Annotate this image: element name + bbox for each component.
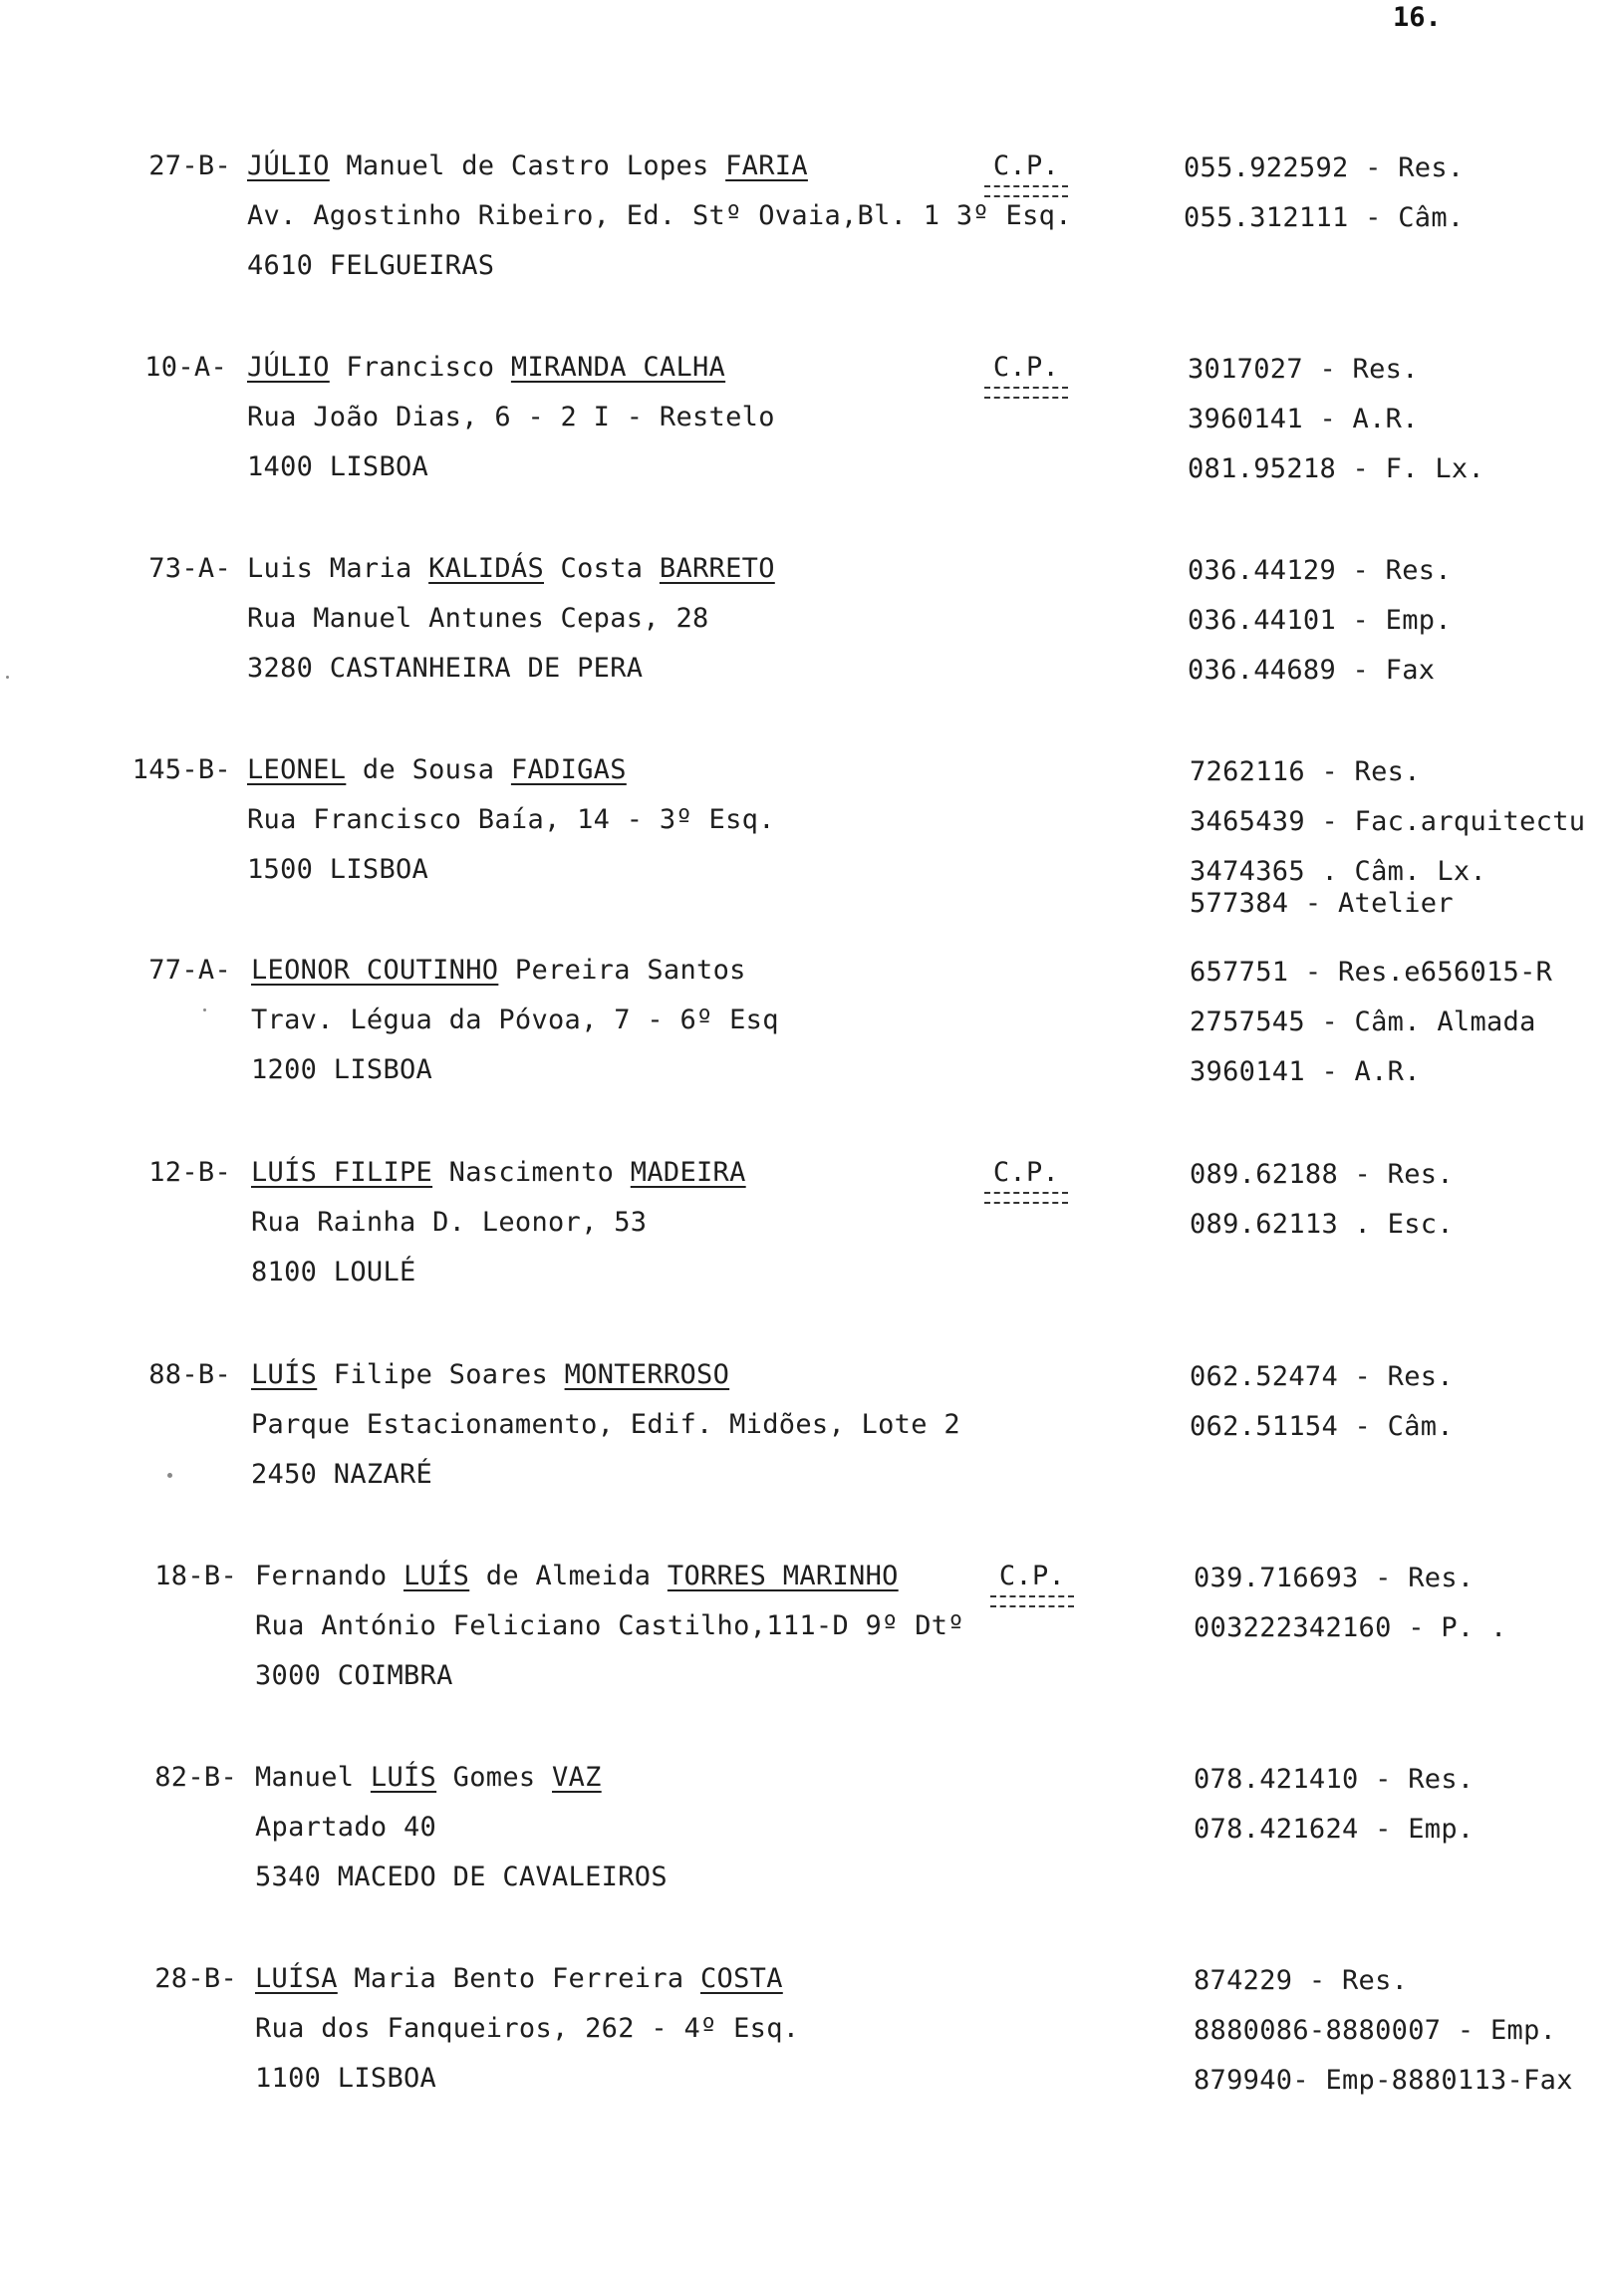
cp-mark: C.P. [992, 1157, 1060, 1188]
entry-address: Rua Francisco Baía, 14 - 3º Esq. [247, 804, 775, 835]
name-underlined-segment: COSTA [700, 1963, 783, 1994]
name-underlined-segment: MADEIRA [630, 1157, 746, 1188]
name-underlined-segment: LEONEL [247, 754, 347, 785]
page-number: 16. [1393, 2, 1442, 33]
cp-mark: C.P. [992, 150, 1060, 181]
phone-number: 3960141 - A.R. [1190, 1056, 1421, 1087]
entry-address: Apartado 40 [255, 1812, 437, 1843]
name-segment: Filipe Soares [317, 1359, 565, 1390]
entry-code: 12-B- [148, 1157, 231, 1188]
phone-number: 8880086-8880007 - Emp. [1194, 2015, 1557, 2046]
entry-name [247, 351, 725, 385]
entry-city: 3000 COIMBRA [255, 1660, 453, 1691]
entry-address: Rua dos Fanqueiros, 262 - 4º Esq. [255, 2013, 800, 2044]
phone-number: 7262116 - Res. [1190, 756, 1421, 787]
entry-address: Av. Agostinho Ribeiro, Ed. Stº Ovaia,Bl. 1 3º Esq. [247, 200, 1072, 231]
phone-number: 003222342160 - P. . [1194, 1612, 1507, 1643]
phone-number: 036.44129 - Res. [1188, 555, 1452, 586]
phone-number: 3474365 . Câm. Lx. [1190, 856, 1486, 887]
name-segment: Fernando [255, 1561, 403, 1591]
entry-name [247, 149, 808, 183]
name-segment: Francisco [329, 352, 511, 383]
entry-city: 8100 LOULÉ [251, 1257, 416, 1288]
phone-number: 089.62188 - Res. [1190, 1159, 1454, 1190]
phone-number: 577384 - Atelier [1190, 888, 1454, 919]
name-underlined-segment: KALIDÁS [428, 553, 544, 584]
entry-city: 3280 CASTANHEIRA DE PERA [247, 653, 644, 684]
entry-code: 88-B- [148, 1359, 231, 1390]
cp-double-rule [984, 185, 1068, 197]
entry-city: 1200 LISBOA [251, 1054, 433, 1085]
cp-mark: C.P. [998, 1561, 1066, 1591]
entry-city: 5340 MACEDO DE CAVALEIROS [255, 1862, 668, 1892]
phone-number: 874229 - Res. [1194, 1965, 1409, 1996]
name-underlined-segment: BARRETO [659, 553, 775, 584]
entry-name [251, 1358, 729, 1392]
cp-double-rule [984, 387, 1068, 399]
phone-number: 062.52474 - Res. [1190, 1361, 1454, 1392]
entry-city: 1500 LISBOA [247, 854, 429, 885]
entry-address: Trav. Légua da Póvoa, 7 - 6º Esq [251, 1004, 779, 1035]
entry-city: 2450 NAZARÉ [251, 1459, 433, 1490]
name-segment: de Almeida [469, 1561, 668, 1591]
name-segment: de Sousa [346, 754, 511, 785]
name-underlined-segment: FADIGAS [510, 754, 627, 785]
phone-number: 657751 - Res.e656015-R [1190, 957, 1553, 988]
entry-city: 1400 LISBOA [247, 451, 429, 482]
phone-number: 036.44689 - Fax [1188, 655, 1436, 686]
phone-number: 055.312111 - Câm. [1184, 202, 1465, 233]
phone-number: 3465439 - Fac.arquitectu [1190, 806, 1586, 837]
phone-number: 039.716693 - Res. [1194, 1563, 1475, 1593]
name-underlined-segment: FARIA [725, 150, 808, 181]
entry-code: 27-B- [148, 150, 231, 181]
cp-double-rule [984, 1192, 1068, 1204]
name-underlined-segment: JÚLIO [247, 352, 330, 383]
phone-number: 055.922592 - Res. [1184, 152, 1465, 183]
phone-number: 3960141 - A.R. [1188, 404, 1419, 434]
name-segment: Manuel [255, 1762, 371, 1793]
name-underlined-segment: MIRANDA CALHA [510, 352, 726, 383]
name-segment: Manuel de Castro Lopes [329, 150, 726, 181]
name-segment: Pereira Santos [498, 955, 746, 986]
phone-number: 3017027 - Res. [1188, 354, 1419, 385]
phone-number: 2757545 - Câm. Almada [1190, 1006, 1536, 1037]
name-underlined-segment: TORRES MARINHO [667, 1561, 899, 1591]
name-segment: Maria Bento Ferreira [337, 1963, 700, 1994]
phone-number: 089.62113 . Esc. [1190, 1209, 1454, 1240]
entry-name [251, 1156, 746, 1190]
cp-double-rule [990, 1595, 1074, 1607]
entry-address: Rua António Feliciano Castilho,111-D 9º Dtº [255, 1610, 964, 1641]
phone-number: 081.95218 - F. Lx. [1188, 453, 1484, 484]
entry-code: 145-B- [132, 754, 231, 785]
name-underlined-segment: MONTERROSO [564, 1359, 730, 1390]
name-underlined-segment: VAZ [552, 1762, 602, 1793]
entry-name [247, 753, 627, 787]
scan-speck [6, 676, 9, 679]
name-underlined-segment: LUÍSA [255, 1963, 338, 1994]
name-segment: Nascimento [432, 1157, 631, 1188]
entry-city: 1100 LISBOA [255, 2063, 437, 2094]
entry-code: 77-A- [148, 955, 231, 986]
entry-name [247, 552, 775, 586]
entry-name [255, 1761, 602, 1795]
entry-name [251, 954, 746, 988]
scan-speck [203, 1008, 206, 1011]
entry-name [255, 1560, 899, 1593]
name-segment: Luis Maria [247, 553, 429, 584]
name-segment: Gomes [436, 1762, 553, 1793]
entry-code: 10-A- [144, 352, 227, 383]
entry-address: Parque Estacionamento, Edif. Midões, Lote 2 [251, 1409, 960, 1440]
name-segment: Costa [544, 553, 660, 584]
name-underlined-segment: LUÍS [403, 1561, 470, 1591]
entry-address: Rua Rainha D. Leonor, 53 [251, 1207, 648, 1238]
entry-code: 82-B- [154, 1762, 237, 1793]
name-underlined-segment: JÚLIO [247, 150, 330, 181]
entry-address: Rua João Dias, 6 - 2 I - Restelo [247, 402, 775, 432]
entry-code: 28-B- [154, 1963, 237, 1994]
name-underlined-segment: LUÍS [370, 1762, 437, 1793]
name-underlined-segment: LEONOR COUTINHO [251, 955, 499, 986]
cp-mark: C.P. [992, 352, 1060, 383]
phone-number: 078.421410 - Res. [1194, 1764, 1475, 1795]
phone-number: 078.421624 - Emp. [1194, 1814, 1475, 1845]
entry-code: 18-B- [154, 1561, 237, 1591]
phone-number: 036.44101 - Emp. [1188, 605, 1452, 636]
scan-speck [167, 1473, 172, 1478]
phone-number: 062.51154 - Câm. [1190, 1411, 1454, 1442]
name-underlined-segment: LUÍS FILIPE [251, 1157, 433, 1188]
entry-address: Rua Manuel Antunes Cepas, 28 [247, 603, 709, 634]
name-underlined-segment: LUÍS [251, 1359, 318, 1390]
phone-number: 879940- Emp-8880113-Fax [1194, 2065, 1573, 2096]
entry-city: 4610 FELGUEIRAS [247, 250, 495, 281]
entry-name [255, 1962, 783, 1996]
entry-code: 73-A- [148, 553, 231, 584]
